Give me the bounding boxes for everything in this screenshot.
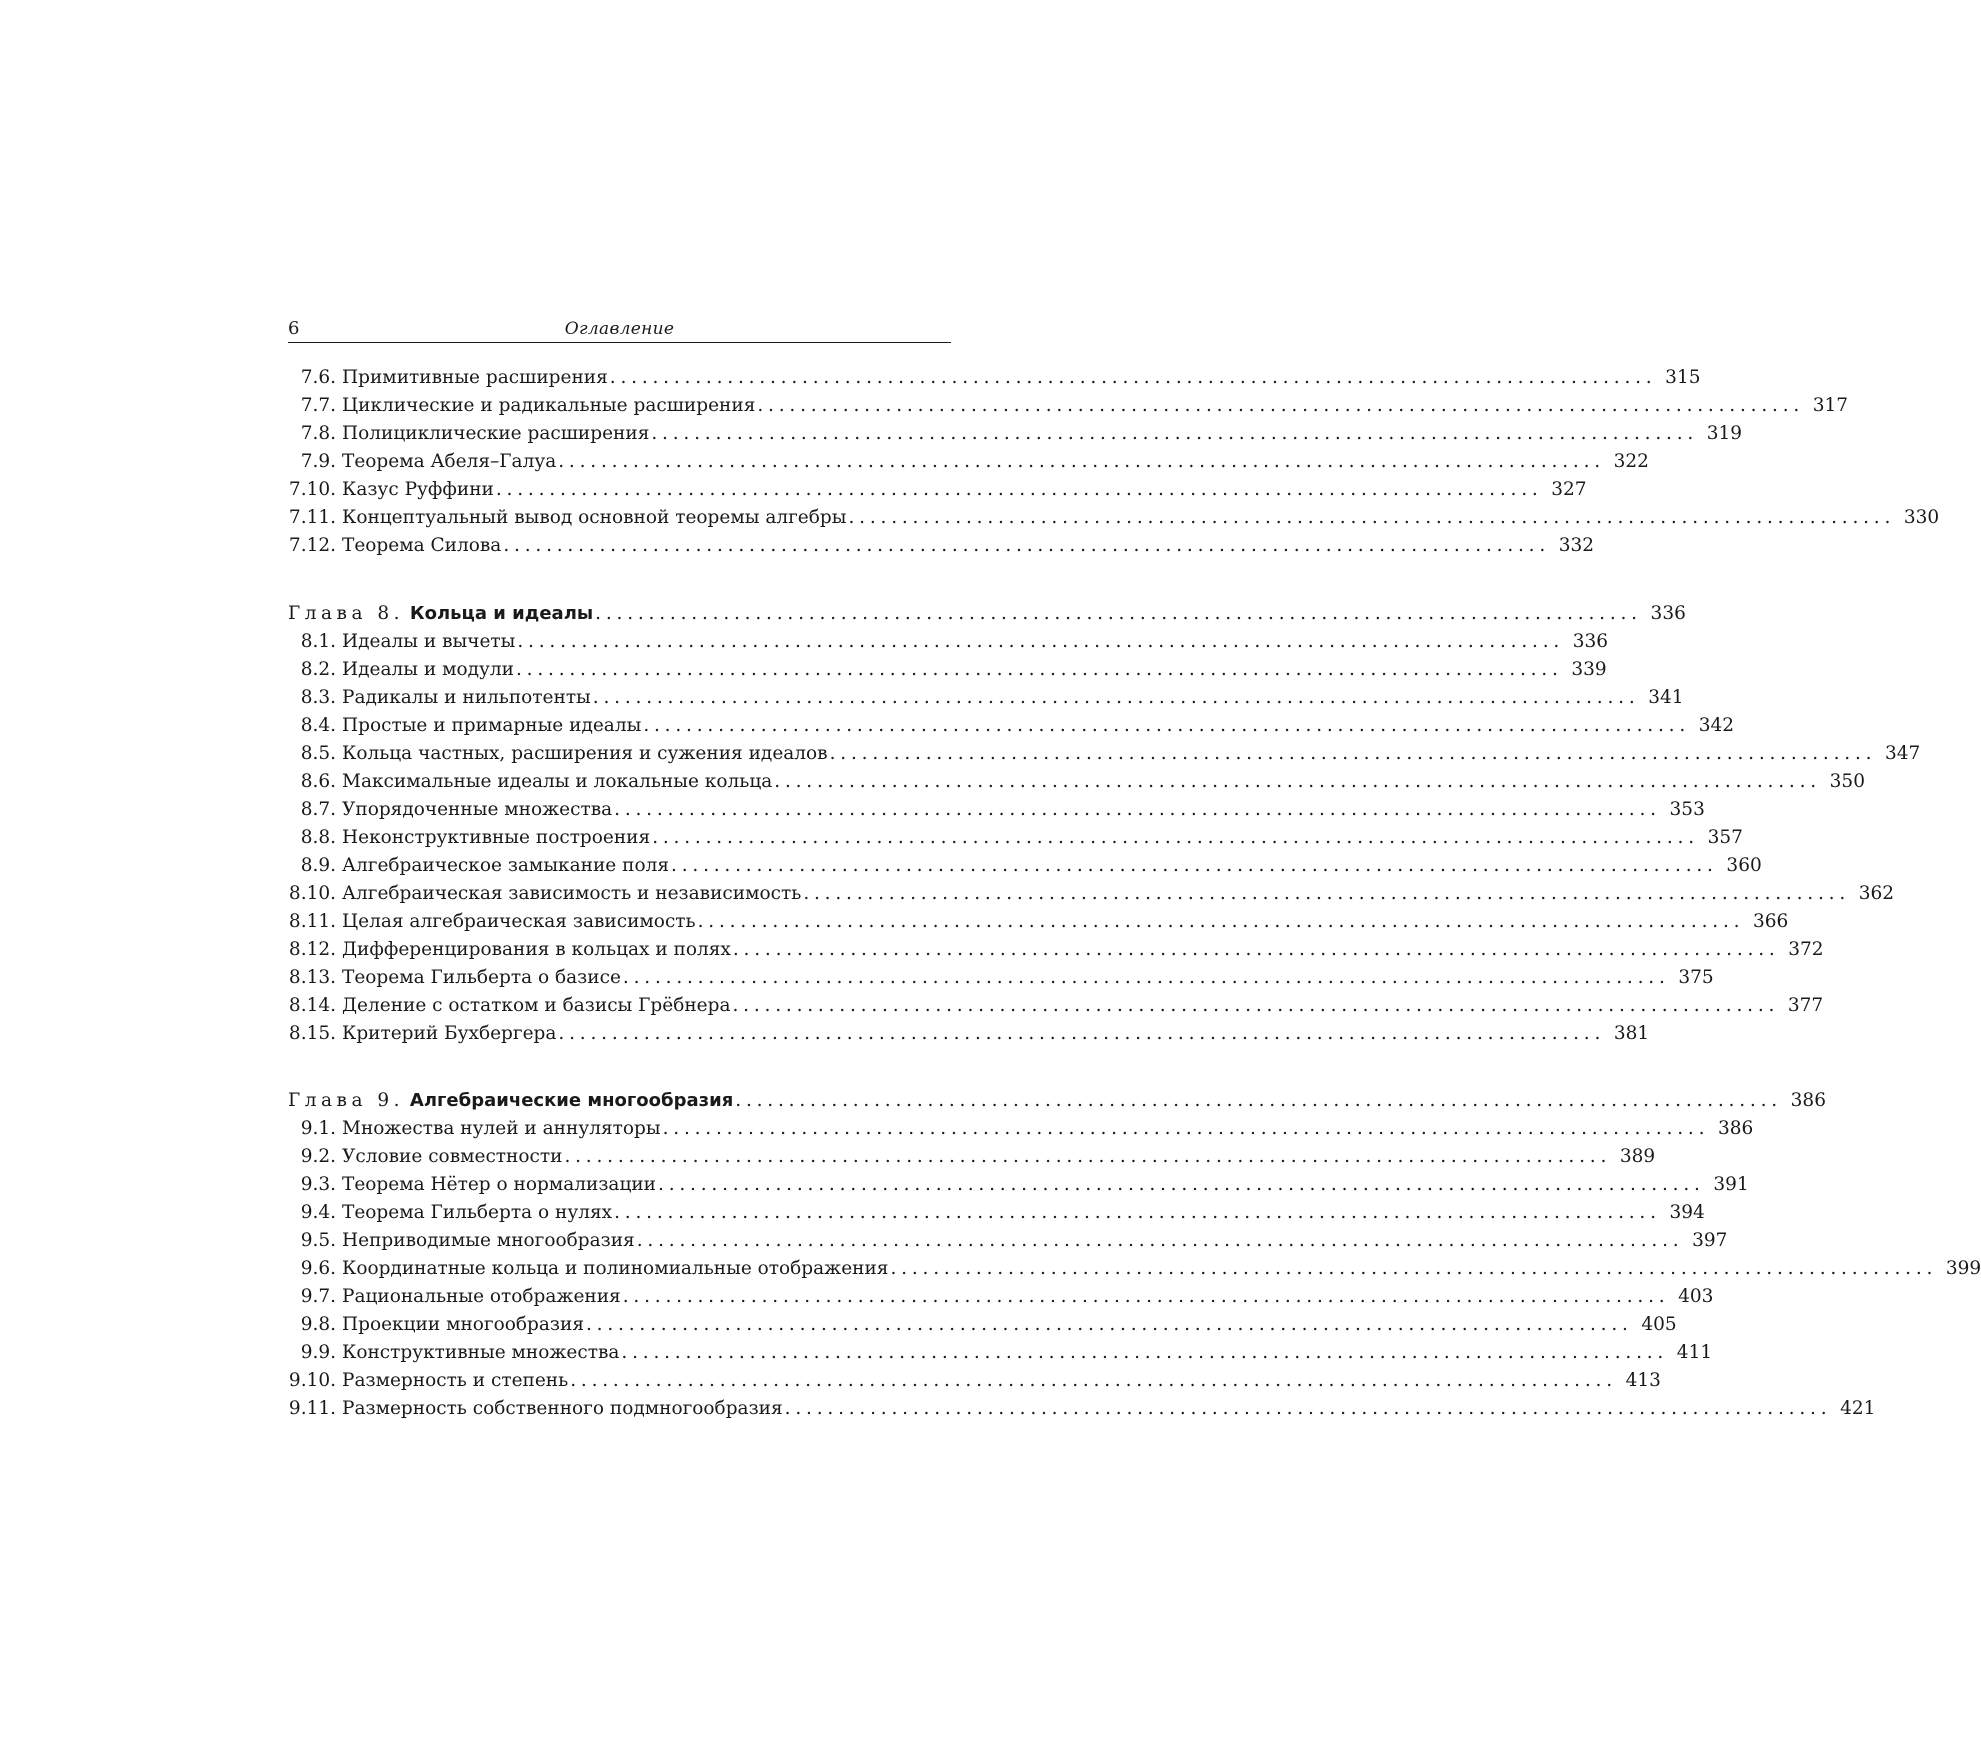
dot-leader: .................................................................................................. bbox=[592, 687, 1640, 708]
section-title: Деление с остатком и базисы Грёбнера bbox=[342, 995, 731, 1016]
section-number: 9.1. bbox=[300, 1118, 336, 1139]
page-ref: 336 bbox=[1572, 631, 1609, 652]
section-number: 9.10. bbox=[288, 1370, 336, 1391]
toc-group-chapter-9 bbox=[288, 1087, 1981, 1423]
page-ref: 391 bbox=[1713, 1174, 1749, 1195]
dot-leader: .................................................................................................. bbox=[671, 855, 1718, 876]
toc-entry[interactable] bbox=[288, 476, 1587, 504]
section-title: Теорема Нётер о нормализации bbox=[342, 1174, 657, 1195]
toc-entry[interactable] bbox=[288, 852, 1762, 880]
section-title: Целая алгебраическая зависимость bbox=[342, 911, 696, 932]
section-title: Теорема Силова bbox=[342, 535, 502, 556]
page-ref: 413 bbox=[1625, 1370, 1661, 1391]
section-title: Рациональные отображения bbox=[342, 1286, 621, 1307]
toc-entry[interactable] bbox=[288, 740, 1921, 768]
toc-entry[interactable] bbox=[288, 504, 1940, 532]
toc-entry[interactable] bbox=[288, 1395, 1876, 1423]
section-title: Примитивные расширения bbox=[342, 367, 608, 388]
page-ref: 375 bbox=[1678, 967, 1714, 988]
section-number: 8.2. bbox=[300, 659, 336, 680]
section-title: Теорема Абеля–Галуа bbox=[342, 451, 557, 472]
running-title: Оглавление bbox=[564, 319, 675, 339]
section-number: 9.6. bbox=[300, 1258, 336, 1279]
section-number: 7.10. bbox=[288, 479, 336, 500]
toc-entry[interactable] bbox=[288, 1283, 1714, 1311]
section-title: Неприводимые многообразия bbox=[342, 1230, 635, 1251]
dot-leader: .................................................................................................. bbox=[735, 1090, 1782, 1111]
page-ref: 317 bbox=[1812, 395, 1849, 416]
section-number: 7.7. bbox=[300, 395, 336, 416]
page-ref: 362 bbox=[1858, 883, 1895, 904]
toc-entry[interactable] bbox=[288, 1143, 1656, 1171]
page-ref: 372 bbox=[1788, 939, 1824, 960]
page-ref: 342 bbox=[1698, 715, 1735, 736]
chapter-heading-9[interactable] bbox=[288, 1087, 1826, 1115]
dot-leader: .................................................................................................. bbox=[662, 1118, 1710, 1139]
section-number: 9.9. bbox=[300, 1342, 336, 1363]
dot-leader: .................................................................................................. bbox=[643, 715, 1691, 736]
dot-leader: .................................................................................................. bbox=[595, 603, 1642, 624]
section-number: 7.12. bbox=[288, 535, 336, 556]
dot-leader: .................................................................................................. bbox=[697, 911, 1745, 932]
section-title: Радикалы и нильпотенты bbox=[342, 687, 591, 708]
section-title: Критерий Бухбергера bbox=[342, 1023, 557, 1044]
section-title: Концептуальный вывод основной теоремы алгебры bbox=[342, 507, 847, 528]
section-number: 8.8. bbox=[300, 827, 336, 848]
section-title: Казус Руффини bbox=[342, 479, 494, 500]
page-ref: 347 bbox=[1885, 743, 1921, 764]
toc-entry[interactable] bbox=[288, 1020, 1650, 1048]
chapter-prefix: Глава 8. bbox=[288, 603, 405, 624]
section-number: 8.3. bbox=[300, 687, 336, 708]
toc-entry[interactable] bbox=[288, 392, 1849, 420]
dot-leader: .................................................................................................. bbox=[586, 1314, 1633, 1335]
page-number: 6 bbox=[288, 318, 300, 339]
section-number: 8.14. bbox=[288, 995, 336, 1016]
toc-entry[interactable] bbox=[288, 964, 1714, 992]
toc-entry[interactable] bbox=[288, 768, 1865, 796]
section-number: 8.5. bbox=[300, 743, 336, 764]
page-ref: 332 bbox=[1558, 535, 1595, 556]
dot-leader: .................................................................................................. bbox=[757, 395, 1805, 416]
dot-leader: .................................................................................................. bbox=[503, 535, 1551, 556]
section-title: Координатные кольца и полиномиальные отображения bbox=[342, 1258, 889, 1279]
section-number: 8.6. bbox=[300, 771, 336, 792]
page-ref: 399 bbox=[1945, 1258, 1981, 1279]
toc-entry[interactable] bbox=[288, 992, 1824, 1020]
toc-entry[interactable] bbox=[288, 908, 1789, 936]
page-ref: 397 bbox=[1692, 1230, 1728, 1251]
section-title: Упорядоченные множества bbox=[342, 799, 613, 820]
toc-entry[interactable] bbox=[288, 448, 1649, 476]
section-title: Идеалы и модули bbox=[342, 659, 514, 680]
section-number: 8.11. bbox=[288, 911, 336, 932]
section-title: Условие совместности bbox=[342, 1146, 563, 1167]
section-title: Теорема Гильберта о базисе bbox=[342, 967, 621, 988]
section-number: 9.5. bbox=[300, 1230, 336, 1251]
section-title: Множества нулей и аннуляторы bbox=[342, 1118, 661, 1139]
section-number: 9.2. bbox=[300, 1146, 336, 1167]
section-number: 7.6. bbox=[300, 367, 336, 388]
page-ref: 336 bbox=[1650, 603, 1686, 624]
dot-leader: .................................................................................................. bbox=[558, 451, 1605, 472]
section-number: 9.8. bbox=[300, 1314, 336, 1335]
toc-entry[interactable] bbox=[288, 628, 1609, 656]
section-number: 8.10. bbox=[288, 883, 336, 904]
page-ref: 411 bbox=[1676, 1342, 1713, 1363]
page-ref: 421 bbox=[1840, 1398, 1876, 1419]
section-number: 8.15. bbox=[288, 1023, 336, 1044]
dot-leader: .................................................................................................. bbox=[658, 1174, 1705, 1195]
dot-leader: .................................................................................................. bbox=[784, 1398, 1832, 1419]
section-title: Размерность собственного подмногообразия bbox=[342, 1398, 783, 1419]
chapter-title: Кольца и идеалы bbox=[409, 603, 594, 624]
page-ref: 322 bbox=[1613, 451, 1649, 472]
section-number: 7.8. bbox=[300, 423, 336, 444]
section-title: Размерность и степень bbox=[342, 1370, 569, 1391]
section-number: 8.1. bbox=[300, 631, 336, 652]
dot-leader: .................................................................................................. bbox=[621, 1342, 1669, 1363]
page-ref: 394 bbox=[1669, 1202, 1705, 1223]
section-number: 8.4. bbox=[300, 715, 336, 736]
toc-entry[interactable] bbox=[288, 1171, 1749, 1199]
section-title: Максимальные идеалы и локальные кольца bbox=[342, 771, 773, 792]
section-title: Теорема Гильберта о нулях bbox=[342, 1202, 613, 1223]
toc-group-chapter-7 bbox=[288, 364, 1940, 560]
toc-entry[interactable] bbox=[288, 420, 1743, 448]
page-ref: 403 bbox=[1678, 1286, 1714, 1307]
dot-leader: .................................................................................................. bbox=[732, 939, 1780, 960]
dot-leader: .................................................................................................. bbox=[515, 659, 1563, 680]
toc-entry[interactable] bbox=[288, 1227, 1728, 1255]
toc-entry[interactable] bbox=[288, 1367, 1661, 1395]
section-title: Неконструктивные построения bbox=[342, 827, 651, 848]
page-ref: 357 bbox=[1707, 827, 1743, 848]
toc-entry[interactable] bbox=[288, 712, 1735, 740]
page-ref: 386 bbox=[1790, 1090, 1826, 1111]
page-ref: 315 bbox=[1665, 367, 1701, 388]
page-ref: 389 bbox=[1619, 1146, 1656, 1167]
page-ref: 327 bbox=[1551, 479, 1587, 500]
dot-leader: .................................................................................................. bbox=[732, 995, 1780, 1016]
toc-group-chapter-8 bbox=[288, 600, 1921, 1048]
toc-entry[interactable] bbox=[288, 1255, 1981, 1283]
section-number: 8.9. bbox=[300, 855, 336, 876]
dot-leader: .................................................................................................. bbox=[564, 1146, 1612, 1167]
dot-leader: .................................................................................................. bbox=[848, 507, 1896, 528]
section-number: 7.11. bbox=[288, 507, 336, 528]
dot-leader: .................................................................................................. bbox=[495, 479, 1543, 500]
toc-entry[interactable] bbox=[288, 880, 1895, 908]
toc-entry[interactable] bbox=[288, 532, 1595, 560]
section-title: Кольца частных, расширения и сужения идеалов bbox=[342, 743, 828, 764]
toc-entry[interactable] bbox=[288, 364, 1701, 392]
section-title: Полициклические расширения bbox=[342, 423, 650, 444]
section-number: 9.11. bbox=[288, 1398, 336, 1419]
dot-leader: .................................................................................................. bbox=[803, 883, 1851, 904]
section-number: 8.13. bbox=[288, 967, 336, 988]
section-title: Циклические и радикальные расширения bbox=[342, 395, 756, 416]
toc-entry[interactable] bbox=[288, 1115, 1754, 1143]
dot-leader: .................................................................................................. bbox=[622, 967, 1670, 988]
toc-entry[interactable] bbox=[288, 1311, 1677, 1339]
dot-leader: .................................................................................................. bbox=[614, 1202, 1661, 1223]
section-number: 9.4. bbox=[300, 1202, 336, 1223]
dot-leader: .................................................................................................. bbox=[774, 771, 1821, 792]
dot-leader: .................................................................................................. bbox=[829, 743, 1877, 764]
page-header bbox=[288, 318, 951, 343]
toc-entry[interactable] bbox=[288, 936, 1824, 964]
chapter-heading-8[interactable] bbox=[288, 600, 1686, 628]
page-ref: 341 bbox=[1648, 687, 1684, 708]
section-number: 9.7. bbox=[300, 1286, 336, 1307]
section-title: Простые и примарные идеалы bbox=[342, 715, 642, 736]
section-number: 7.9. bbox=[300, 451, 336, 472]
toc-entry[interactable] bbox=[288, 656, 1607, 684]
page-ref: 386 bbox=[1717, 1118, 1754, 1139]
toc-entry[interactable] bbox=[288, 1339, 1713, 1367]
dot-leader: .................................................................................................. bbox=[622, 1286, 1670, 1307]
page-ref: 405 bbox=[1641, 1314, 1677, 1335]
page-ref: 360 bbox=[1726, 855, 1762, 876]
page-ref: 350 bbox=[1829, 771, 1865, 792]
page-ref: 366 bbox=[1753, 911, 1789, 932]
section-title: Конструктивные множества bbox=[342, 1342, 620, 1363]
section-number: 8.12. bbox=[288, 939, 336, 960]
page-ref: 319 bbox=[1706, 423, 1743, 444]
dot-leader: .................................................................................................. bbox=[570, 1370, 1617, 1391]
section-title: Алгебраическая зависимость и независимость bbox=[342, 883, 802, 904]
section-title: Идеалы и вычеты bbox=[342, 631, 516, 652]
page-ref: 377 bbox=[1787, 995, 1824, 1016]
page-ref: 330 bbox=[1903, 507, 1940, 528]
page-ref: 353 bbox=[1669, 799, 1705, 820]
dot-leader: .................................................................................................. bbox=[652, 827, 1699, 848]
section-number: 8.7. bbox=[300, 799, 336, 820]
page-ref: 339 bbox=[1571, 659, 1607, 680]
toc-entry[interactable] bbox=[288, 796, 1705, 824]
dot-leader: .................................................................................................. bbox=[609, 367, 1657, 388]
dot-leader: .................................................................................................. bbox=[517, 631, 1565, 652]
dot-leader: .................................................................................................. bbox=[651, 423, 1699, 444]
section-number: 9.3. bbox=[300, 1174, 336, 1195]
chapter-title: Алгебраические многообразия bbox=[409, 1090, 734, 1111]
toc-entry[interactable] bbox=[288, 824, 1743, 852]
chapter-prefix: Глава 9. bbox=[288, 1090, 405, 1111]
dot-leader: .................................................................................................. bbox=[636, 1230, 1684, 1251]
section-title: Алгебраическое замыкание поля bbox=[342, 855, 670, 876]
dot-leader: .................................................................................................. bbox=[614, 799, 1661, 820]
section-title: Проекции многообразия bbox=[342, 1314, 584, 1335]
page-ref: 381 bbox=[1613, 1023, 1650, 1044]
toc-entry[interactable] bbox=[288, 1199, 1705, 1227]
dot-leader: .................................................................................................. bbox=[890, 1258, 1938, 1279]
toc-entry[interactable] bbox=[288, 684, 1684, 712]
section-title: Дифференцирования в кольцах и полях bbox=[342, 939, 731, 960]
dot-leader: .................................................................................................. bbox=[558, 1023, 1606, 1044]
